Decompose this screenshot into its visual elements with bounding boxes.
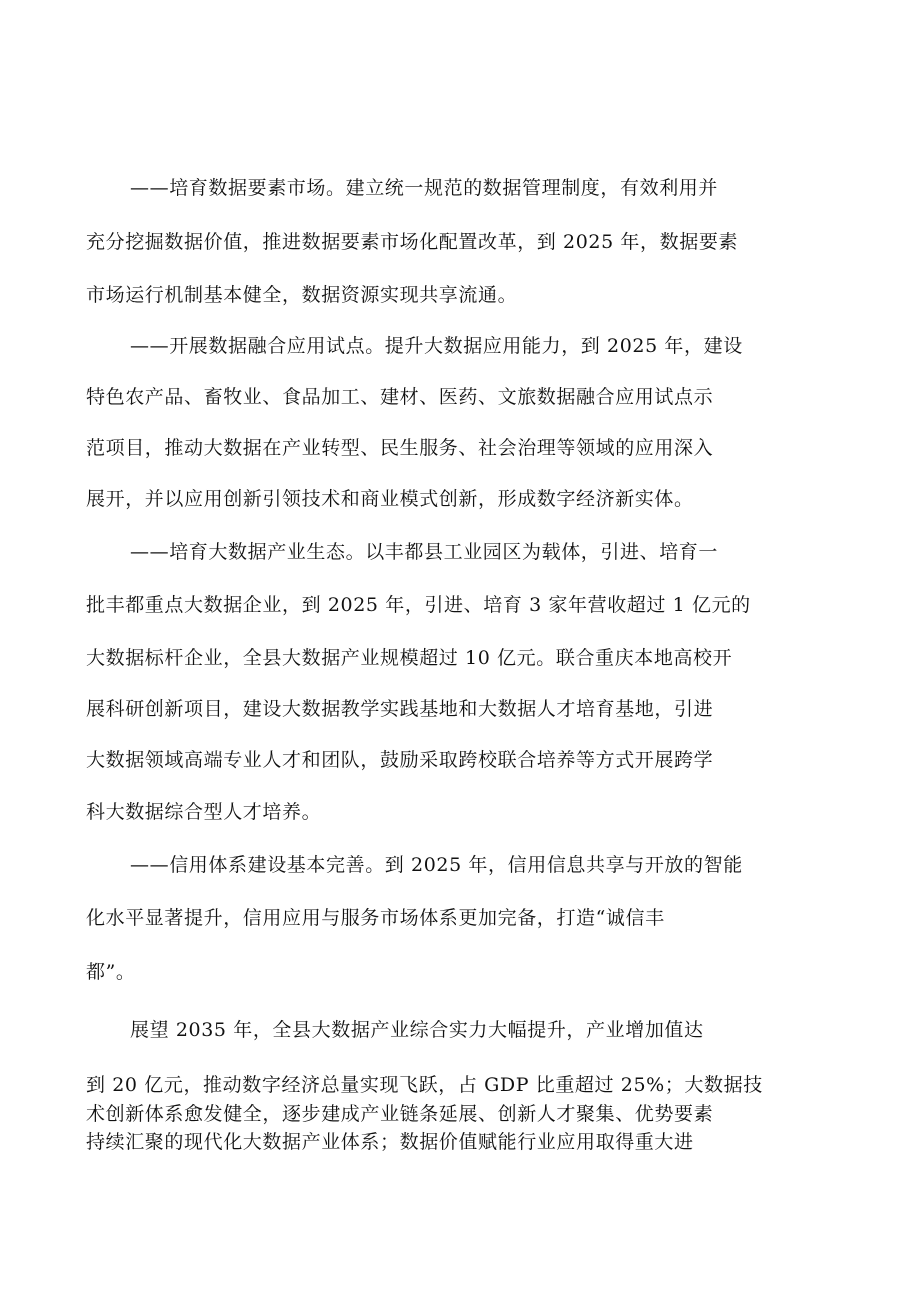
- paragraph-1-line-2: 充分挖掘数据价值，推进数据要素市场化配置改革，到 2025 年，数据要素: [86, 231, 739, 253]
- paragraph-5-line-1: 展望 2035 年，全县大数据产业综合实力大幅提升，产业增加值达: [130, 1019, 704, 1041]
- paragraph-4-line-3: 都”。: [86, 961, 136, 983]
- paragraph-2-line-4: 展开，并以应用创新引领技术和商业模式创新，形成数字经济新实体。: [86, 488, 694, 510]
- paragraph-5-line-2: 到 20 亿元，推动数字经济总量实现飞跃，占 GDP 比重超过 25%；大数据技: [86, 1074, 763, 1096]
- paragraph-3-line-4: 展科研创新项目，建设大数据教学实践基地和大数据人才培育基地，引进: [86, 698, 714, 720]
- paragraph-2-line-3: 范项目，推动大数据在产业转型、民生服务、社会治理等领域的应用深入: [86, 437, 714, 459]
- paragraph-1-line-3: 市场运行机制基本健全，数据资源实现共享流通。: [86, 284, 518, 306]
- paragraph-4-line-2: 化水平显著提升，信用应用与服务市场体系更加完备，打造“诚信丰: [86, 907, 665, 929]
- paragraph-3-line-2: 批丰都重点大数据企业，到 2025 年，引进、培育 3 家年营收超过 1 亿元的: [86, 594, 751, 616]
- paragraph-5-line-4: 持续汇聚的现代化大数据产业体系；数据价值赋能行业应用取得重大进: [86, 1131, 694, 1153]
- paragraph-3-line-5: 大数据领域高端专业人才和团队，鼓励采取跨校联合培养等方式开展跨学: [86, 749, 714, 771]
- paragraph-3-line-1: ——培育大数据产业生态。以丰都县工业园区为载体，引进、培育一: [130, 541, 719, 563]
- paragraph-3-line-6: 科大数据综合型人才培养。: [86, 801, 322, 823]
- paragraph-2-line-2: 特色农产品、畜牧业、食品加工、建材、医药、文旅数据融合应用试点示: [86, 386, 714, 408]
- paragraph-5-line-3: 术创新体系愈发健全，逐步建成产业链条延展、创新人才聚集、优势要素: [86, 1103, 714, 1125]
- paragraph-3-line-3: 大数据标杆企业，全县大数据产业规模超过 10 亿元。联合重庆本地高校开: [86, 647, 733, 669]
- paragraph-2-line-1: ——开展数据融合应用试点。提升大数据应用能力，到 2025 年，建设: [130, 335, 743, 357]
- paragraph-1-line-1: ——培育数据要素市场。建立统一规范的数据管理制度，有效利用并: [130, 177, 719, 199]
- paragraph-4-line-1: ——信用体系建设基本完善。到 2025 年，信用信息共享与开放的智能: [130, 854, 743, 876]
